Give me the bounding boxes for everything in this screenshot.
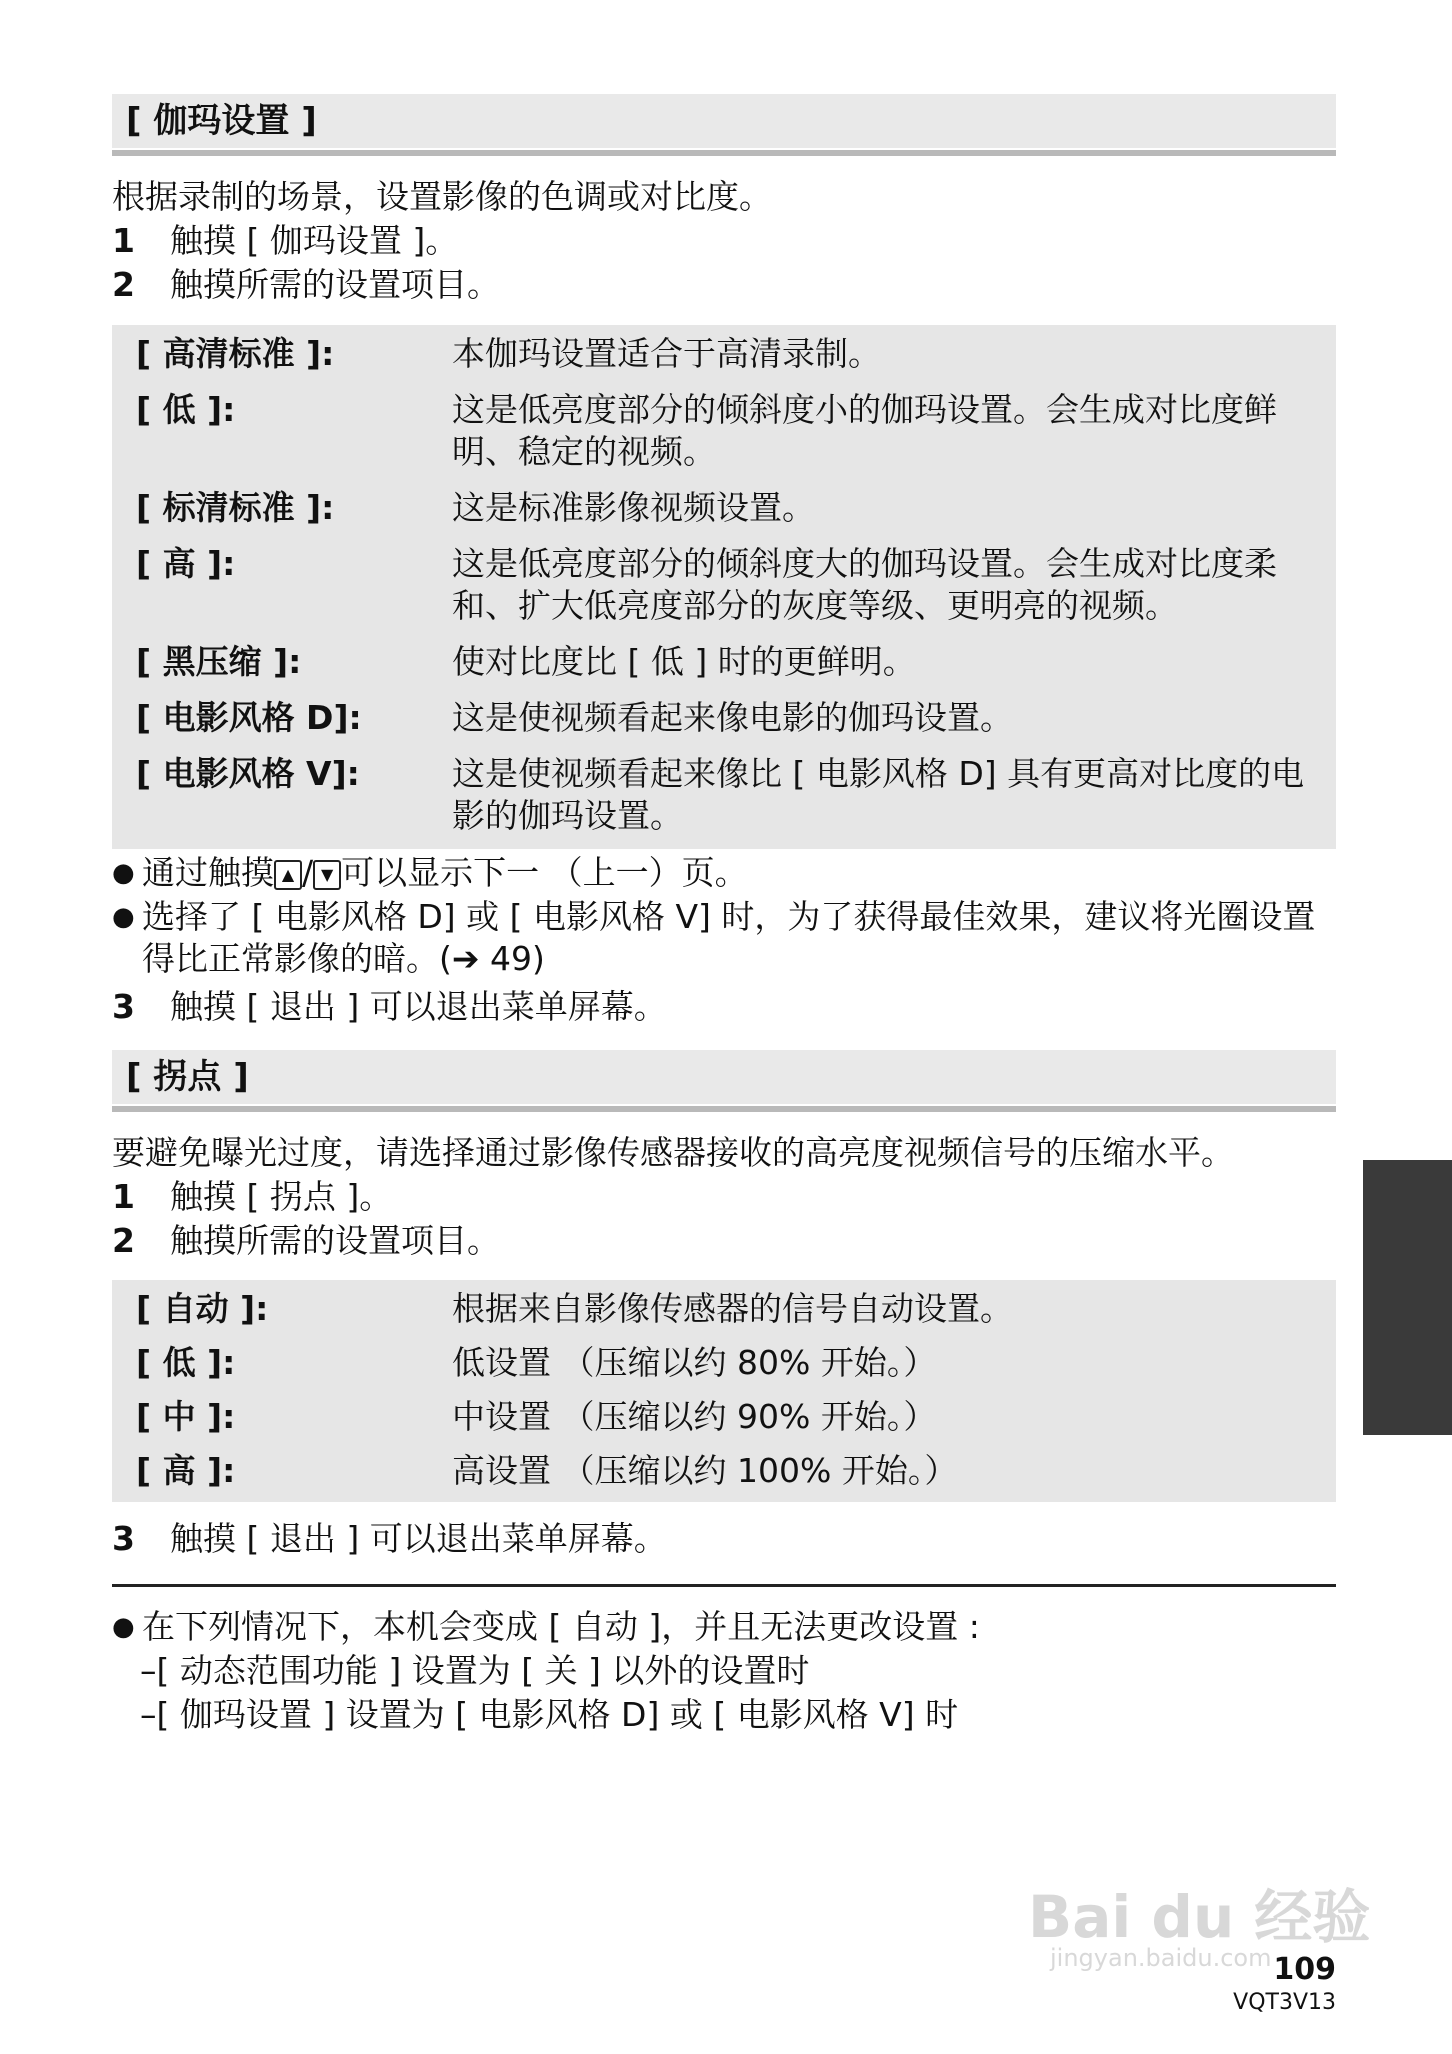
bullet-icon: ● xyxy=(112,1612,135,1642)
section-intro: 根据录制的场景，设置影像的色调或对比度。 xyxy=(112,177,772,216)
option-desc: 这是使视频看起来像电影的伽玛设置。 xyxy=(452,698,1013,737)
option-desc: 使对比度比 [ 低 ] 时的更鲜明。 xyxy=(452,642,916,681)
option-term: [ 高 ]: xyxy=(136,1451,236,1490)
options-table xyxy=(112,325,1336,849)
step-text: 触摸所需的设置项目。 xyxy=(170,1221,500,1260)
note-bullet xyxy=(112,852,1342,894)
step-3 xyxy=(112,1518,667,1560)
bullet-text: 在下列情况下，本机会变成 [ 自动 ]，并且无法更改设置 : xyxy=(142,1607,980,1646)
option-term: [ 电影风格 V]: xyxy=(136,754,360,793)
section-header-rule xyxy=(112,1106,1336,1112)
option-term: [ 高清标准 ]: xyxy=(136,334,335,373)
option-desc: 这是标准影像视频设置。 xyxy=(452,488,815,527)
note-sub-item: –[ 动态范围功能 ] 设置为 [ 关 ] 以外的设置时 xyxy=(140,1651,810,1690)
step-text: 触摸所需的设置项目。 xyxy=(170,265,500,304)
step-number: 1 xyxy=(112,221,135,260)
option-term: [ 中 ]: xyxy=(136,1397,236,1436)
option-desc: 这是低亮度部分的倾斜度小的伽玛设置。会生成对比度鲜明、稳定的视频。 xyxy=(452,390,1277,471)
up-arrow-icon: ▲ xyxy=(274,860,302,890)
section-header-rule xyxy=(112,150,1336,156)
step-text: 触摸 [ 退出 ] 可以退出菜单屏幕。 xyxy=(170,987,667,1026)
step-2 xyxy=(112,264,500,306)
step-2 xyxy=(112,1220,500,1262)
option-desc: 这是低亮度部分的倾斜度大的伽玛设置。会生成对比度柔和、扩大低亮度部分的灰度等级、更明亮的视频。 xyxy=(452,544,1277,625)
chapter-side-tab xyxy=(1363,1160,1452,1435)
note-sub-item: –[ 伽玛设置 ] 设置为 [ 电影风格 D] 或 [ 电影风格 V] 时 xyxy=(140,1695,959,1734)
note-bullet xyxy=(112,896,1342,980)
step-number: 2 xyxy=(112,265,135,304)
bullet-text: 可以显示下一 （上一）页。 xyxy=(341,853,748,892)
option-term: [ 高 ]: xyxy=(136,544,236,583)
option-desc: 本伽玛设置适合于高清录制。 xyxy=(452,334,881,373)
step-number: 2 xyxy=(112,1221,135,1260)
bullet-text: 通过触摸 xyxy=(142,853,274,892)
slash-text: / xyxy=(302,853,314,892)
option-desc: 高设置 （压缩以约 100% 开始。） xyxy=(452,1451,958,1490)
step-1 xyxy=(112,220,458,262)
baidu-watermark-url: jingyan.baidu.com xyxy=(1050,1944,1272,1972)
step-number: 3 xyxy=(112,1519,135,1558)
option-desc: 中设置 （压缩以约 90% 开始。） xyxy=(452,1397,937,1436)
document-code: VQT3V13 xyxy=(1233,1990,1336,2015)
section-title: [ 拐点 ] xyxy=(126,1057,249,1097)
step-number: 3 xyxy=(112,987,135,1026)
baidu-watermark-logo: Bai du 经验 xyxy=(1028,1883,1371,1951)
option-desc: 低设置 （压缩以约 80% 开始。） xyxy=(452,1343,937,1382)
option-desc: 这是使视频看起来像比 [ 电影风格 D] 具有更高对比度的电影的伽玛设置。 xyxy=(452,754,1305,835)
step-1 xyxy=(112,1176,392,1218)
options-table xyxy=(112,1280,1336,1502)
option-term: [ 自动 ]: xyxy=(136,1289,269,1328)
page-number: 109 xyxy=(1273,1952,1336,1987)
option-term: [ 标清标准 ]: xyxy=(136,488,335,527)
section-title: [ 伽玛设置 ] xyxy=(126,101,317,141)
notes-divider xyxy=(112,1584,1336,1587)
option-term: [ 电影风格 D]: xyxy=(136,698,362,737)
section-intro: 要避免曝光过度，请选择通过影像传感器接收的高亮度视频信号的压缩水平。 xyxy=(112,1133,1234,1172)
note-bullet xyxy=(112,1606,1342,1648)
step-text: 触摸 [ 伽玛设置 ]。 xyxy=(170,221,459,260)
down-arrow-icon: ▼ xyxy=(313,860,341,890)
bullet-icon: ● xyxy=(112,902,135,932)
option-term: [ 低 ]: xyxy=(136,390,236,429)
option-term: [ 黑压缩 ]: xyxy=(136,642,302,681)
step-text: 触摸 [ 退出 ] 可以退出菜单屏幕。 xyxy=(170,1519,667,1558)
bullet-icon: ● xyxy=(112,858,135,888)
option-term: [ 低 ]: xyxy=(136,1343,236,1382)
option-desc: 根据来自影像传感器的信号自动设置。 xyxy=(452,1289,1013,1328)
step-text: 触摸 [ 拐点 ]。 xyxy=(170,1177,393,1216)
bullet-text: 选择了 [ 电影风格 D] 或 [ 电影风格 V] 时，为了获得最佳效果，建议将光圈设置得比正常影像的暗。(➔ 49) xyxy=(142,897,1316,978)
step-number: 1 xyxy=(112,1177,135,1216)
step-3 xyxy=(112,986,667,1028)
section-header-bar xyxy=(112,1050,1336,1104)
